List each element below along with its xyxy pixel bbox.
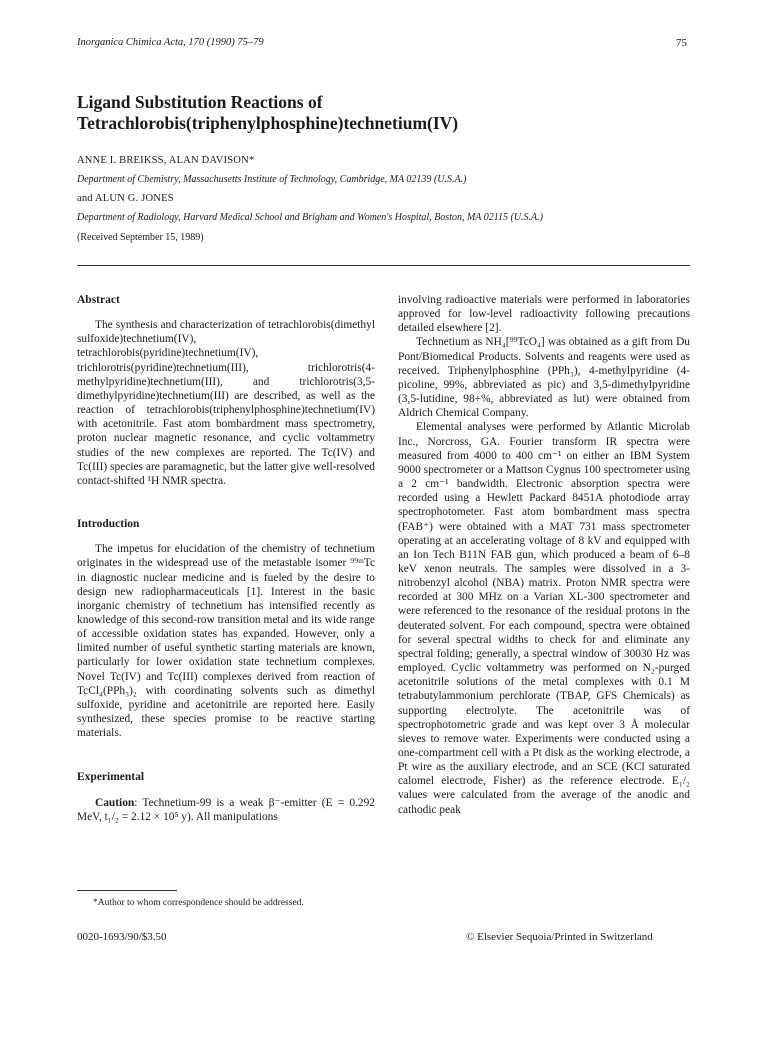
article-title (77, 92, 697, 134)
left-column (77, 293, 375, 824)
abstract-text: The synthesis and characterization of tetrachlorobis(dimethyl sulfoxide)technetium(IV), tetrachlorobis(pyridine)technetium(IV), trichlorotris(pyridine)technetium(III), trichlorotris(4-methylpyridine)technetium(III), and trichlorotris(3,5-dimethylpyridine)technetium(III) are described, as well as the reaction of tetrachlorobis(triphenylphosphine)technetium(IV) with acetonitrile. Fast atom bombardment mass spectrometry, proton nuclear magnetic resonance, and cyclic voltammetry studies of the new complexes are reported. The Tc(IV) and Tc(III) species are paramagnetic, but the latter give well-resolved contact-shifted ¹H NMR spectra. (77, 319, 375, 487)
right-paragraph-3: Elemental analyses were performed by Atlantic Microlab Inc., Norcross, GA. Fourier transform IR spectra were measured from 4000 to 400 cm⁻¹ on either an IBM System 9000 spectrometer or a Mattson Cygnus 100 spectrometer using a 2 cm⁻¹ bandwidth. Electronic absorption spectra were recorded using a Hewlett Packard 8451A photodiode array spectrophotometer. Fast atom bombardment mass spectra (FAB⁺) were obtained with a MAT 731 mass spectrometer operating at an accelerating voltage of 8 kV and equipped with an Ion Tech B11N FAB gun, which produced a beam of 6–8 keV xenon neutrals. The samples were dissolved in a 3-nitrobenzyl alcohol (NBA) matrix. Proton NMR spectra were recorded at 300 MHz on a Varian XL-300 spectrometer and were referenced to the resonance of the residual protons in the deuterated solvent. For each compound, spectra were obtained for several spectral widths to check for and eliminate any spectral folding; generally, a spectral window of 30030 Hz was employed. Cyclic voltammetry was performed on N₂-purged acetonitrile solutions of the metal complexes with 0.1 M tetrabutylammonium perchlorate (TBAP, GFS Chemicals) as supporting electrolyte. The acetonitrile was of spectrophotometric grade and was kept over 3 Å molecular sieves to remove water. Experiments were conducted using a one-compartment cell with a Pt disk as the working electrode, a Pt wire as the auxiliary electrode, and an SCE (KCl saturated calomel electrode, Fisher) as the reference electrode. E₁/₂ values were calculated from the average of the anodic and cathodic peak (398, 421, 690, 816)
affiliation-2: Department of Radiology, Harvard Medical School and Brigham and Women's Hospital, Boston, MA 02115 (U.S.A.) (77, 212, 543, 223)
affiliation-1: Department of Chemistry, Massachusetts Institute of Technology, Cambridge, MA 02139 (U.S.A.) (77, 174, 467, 185)
footer-publisher: © Elsevier Sequoia/Printed in Switzerland (466, 931, 653, 943)
caution-paragraph (77, 796, 375, 824)
footer-code: 0020-1693/90/$3.50 (77, 931, 167, 943)
introduction-text: The impetus for elucidation of the chemistry of technetium originates in the widespread use of the metastable isomer ⁹⁹ᵐTc in diagnostic nuclear medicine and is fueled by the desire to design new radiopharmaceuticals [1]. Interest in the basic inorganic chemistry of technetium has intensified recently as knowledge of this second-row transition metal and its wide range of accessible oxidation states has expanded. However, only a limited number of useful synthetic starting materials are known, particularly for lower oxidation state technetium complexes. Novel Tc(IV) and Tc(III) complexes derived from reaction of TcCl₄(PPh₃)₂ with coordinating solvents such as dimethyl sulfoxide, pyridine and acetonitrile are reported here. Easily synthesized, these species promise to be reactive starting materials. (77, 543, 375, 740)
right-column (398, 293, 690, 817)
title-line-1: Ligand Substitution Reactions of (77, 92, 323, 112)
authors-group-2-names: ALUN G. JONES (95, 193, 174, 204)
abstract-heading: Abstract (77, 294, 120, 306)
footnote: *Author to whom correspondence should be addressed. (93, 898, 304, 908)
page-number: 75 (676, 37, 687, 49)
footnote-rule (77, 890, 177, 891)
running-head: Inorganica Chimica Acta, 170 (1990) 75–79 (77, 37, 264, 48)
right-paragraph-2: Technetium as NH₄[⁹⁹TcO₄] was obtained as a gift from Du Pont/Biomedical Products. Solvents and reagents were used as received. Triphenylphosphine (PPh₃), 4-methylpyridine (4-picoline, 99%, abbreviated as pic) and 3,5-dimethylpyridine (3,5-lutidine, 98+%, abbreviated as lut) were obtained from Aldrich Chemical Company. (398, 336, 690, 420)
experimental-heading: Experimental (77, 771, 145, 784)
received-date: (Received September 15, 1989) (77, 232, 204, 243)
caution-text: : Technetium-99 is a weak β⁻-emitter (E = 0.292 MeV, t₁/₂ = 2.12 × 10⁵ y). All manipulations (77, 796, 375, 823)
introduction-heading: Introduction (77, 518, 140, 531)
header-rule (77, 265, 690, 266)
caution-label: Caution (95, 796, 135, 809)
title-line-2: Tetrachlorobis(triphenylphosphine)technetium(IV) (77, 113, 459, 133)
authors-and: and (77, 193, 93, 204)
right-paragraph-1: involving radioactive materials were performed in laboratories approved for low-level radioactivity following precautions detailed elsewhere [2]. (398, 294, 690, 335)
authors-group-2 (77, 193, 174, 204)
authors-group-1: ANNE I. BREIKSS, ALAN DAVISON* (77, 155, 255, 166)
